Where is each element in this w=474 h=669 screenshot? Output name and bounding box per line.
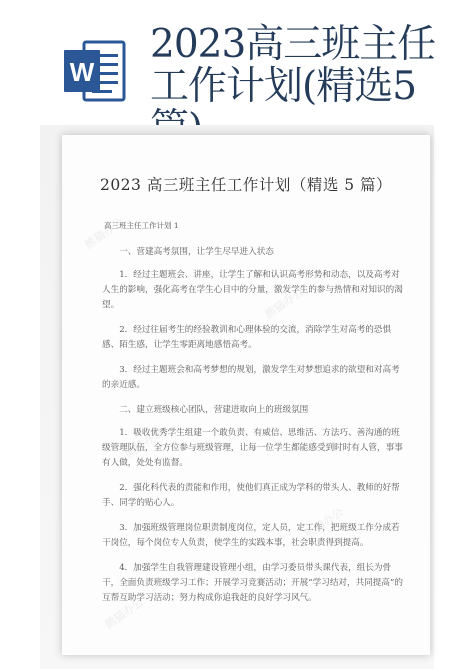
section-heading: 二、建立班级核心团队，营建进取向上的班级氛围 xyxy=(119,405,309,415)
paragraph: 2．强化科代表的责能和作用，使他们真正成为学科的带头人、教师的好帮手、同学的贴心人。 xyxy=(102,483,400,508)
watermark-text: 熊猫办公 xyxy=(122,425,167,462)
document-preview[interactable] xyxy=(62,135,430,655)
watermark-text: 熊猫办公 xyxy=(302,505,347,542)
document-title: 2023 高三班主任工作计划（精选 5 篇） xyxy=(99,176,393,194)
paragraph: 3．加强班级管理岗位职责制度岗位，定人员，定工作，把班级工作分成若干岗位，每个岗位专人负责，使学生的实践本事，社会职责得到提高。 xyxy=(102,523,400,548)
section-heading: 一、营建高考氛围，让学生尽早进入状态 xyxy=(119,247,274,257)
paragraph: 2．经过往届考生的经验教训和心理体验的交流，消除学生对高考的恐惧感、陌生感，让学生零距离地感悟高考。 xyxy=(102,325,392,350)
paragraph: 3．经过主题班会和高考梦想的规划，激发学生对梦想追求的欲望和对高考的亲近感。 xyxy=(102,365,400,390)
paragraph: 4．加强学生自我管理建设管理小组，由学习委员带头课代表，组长为骨干，全面负责班级学习工作；开展学习竞赛活动；开展“学习结对，共同提高”的互帮互助学习活动；努力构成你追我赶的良好学习风气。 xyxy=(102,563,403,603)
paragraph: 1．吸收优秀学生组建一个敢负责、有威信、思维活、方法巧、善沟通的班级管理队伍，全方位参与班级管理，让每一位学生都能感受到时时有人管，事事有人做，处处有监督。 xyxy=(102,428,403,468)
watermark-text: 熊猫办公 xyxy=(102,595,147,632)
paragraph: 1．经过主题班会、讲座，让学生了解和认识高考形势和动态，以及高考对人生的影响，强化高考在学生心目中的分量，激发学生的参与热情和对知识的渴望。 xyxy=(102,270,403,310)
page-title: 2023高三班主任工作计划(精选5 xyxy=(150,22,436,109)
document-subtitle: 高三班主任工作计划 1 xyxy=(104,221,179,230)
header-band xyxy=(0,0,474,125)
word-document-icon xyxy=(62,38,128,104)
svg-text:W: W xyxy=(69,57,95,87)
watermark-text: 熊猫办公 xyxy=(262,285,307,322)
watermark-text: 熊猫办公 xyxy=(82,215,127,252)
